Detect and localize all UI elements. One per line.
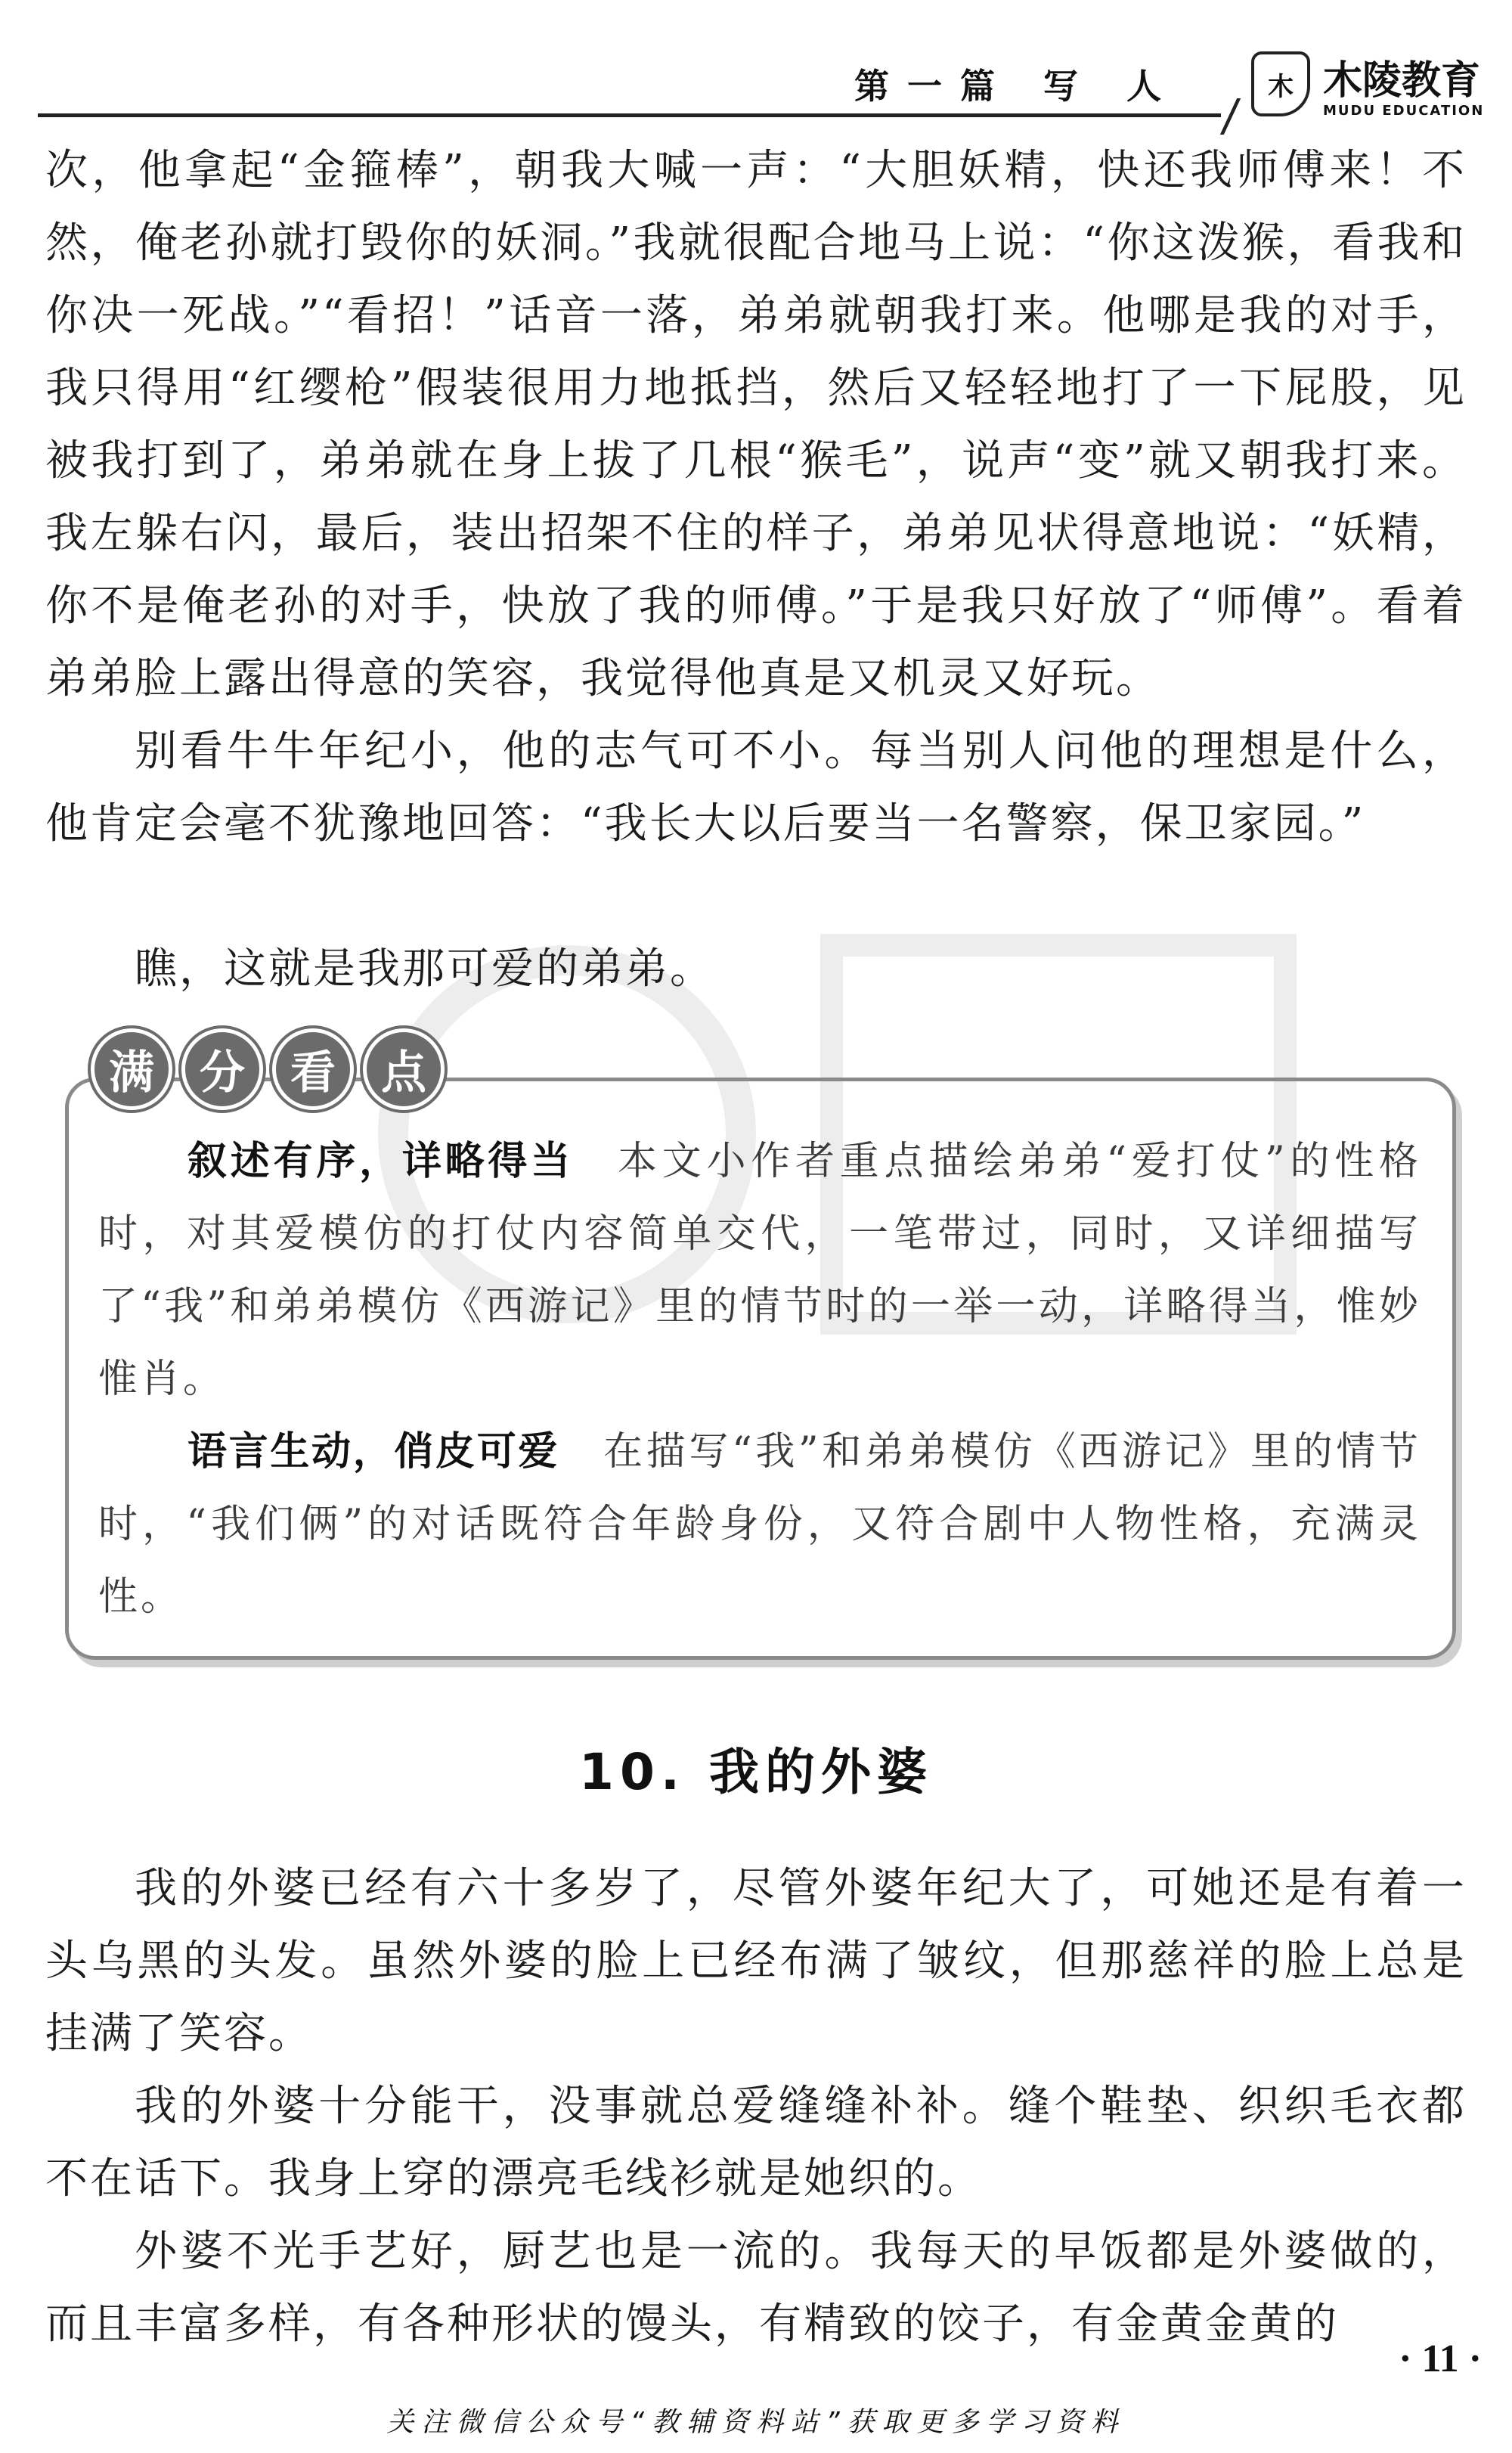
highlight-badges: [91, 1028, 454, 1112]
highlight-point-text: 在描写“我”和弟弟模仿《西游记》里的情节时，“我们俩”的对话既符合年龄身份，又符合剧中人物性格，充满灵性。: [98, 1429, 1421, 1620]
body-paragraph: 别看牛牛年纪小，他的志气可不小。每当别人问他的理想是什么，他肯定会毫不犹豫地回答：“我长大以后要当一名警察，保卫家园。”: [45, 727, 1467, 848]
brand-name: 木陵教育: [1323, 58, 1481, 104]
running-title: 第一篇 写 人: [854, 66, 1180, 107]
body-paragraph: 瞧，这就是我那可爱的弟弟。: [135, 944, 714, 994]
highlight-point-heading: 叙述有序，详略得当: [187, 1139, 574, 1184]
badge: 点: [363, 1028, 445, 1110]
page-header: [38, 44, 1485, 127]
highlight-point-text: 本文小作者重点描绘弟弟“爱打仗”的性格时，对其爱模仿的打仗内容简单交代，一笔带过，同时，又详细描写了“我”和弟弟模仿《西游记》里的情节时的一举一动，详略得当，惟妙惟肖。: [98, 1139, 1421, 1402]
highlight-point-heading: 语言生动，俏皮可爱: [187, 1429, 560, 1475]
body-paragraph: 次，他拿起“金箍棒”，朝我大喊一声：“大胆妖精，快还我师傅来！不然，俺老孙就打毁你的妖洞。”我就很配合地马上说：“你这泼猴，看我和你决一死战。”“看招！”话音一落，弟弟就朝我打来。他哪是我的对手，我只得用“红缨枪”假装很用力地抵挡，然后又轻轻地打了一下屁股，见被我打到了，弟弟就在身上拔了几根“猴毛”，说声“变”就又朝我打来。我左躲右闪，最后，装出招架不住的样子，弟弟见状得意地说：“妖精，你不是俺老孙的对手，快放了我的师傅。”于是我只好放了“师傅”。看着弟弟脸上露出得意的笑容，我觉得他真是又机灵又好玩。: [45, 146, 1467, 703]
highlight-point: [98, 1125, 1421, 1416]
section-title: 10. 我的外婆: [579, 1743, 933, 1801]
badge: 满: [91, 1028, 172, 1110]
highlight-point: [98, 1416, 1421, 1633]
brand-english-name: MUDU EDUCATION: [1323, 103, 1485, 119]
badge: 看: [272, 1028, 354, 1110]
header-rule: [38, 113, 1221, 117]
page-number: · 11 ·: [1399, 2337, 1482, 2380]
footer-note: 关注微信公众号“教辅资料站”获取更多学习资料: [386, 2407, 1126, 2438]
brand-logo-icon: 木: [1251, 51, 1310, 116]
body-paragraph: 我的外婆已经有六十多岁了，尽管外婆年纪大了，可她还是有着一头乌黑的头发。虽然外婆的脸上已经布满了皱纹，但那慈祥的脸上总是挂满了笑容。: [45, 1864, 1467, 2058]
body-paragraph: 外婆不光手艺好，厨艺也是一流的。我每天的早饭都是外婆做的，而且丰富多样，有各种形状的馒头，有精致的饺子，有金黄金黄的: [45, 2227, 1467, 2349]
badge: 分: [181, 1028, 263, 1110]
body-paragraph: 我的外婆十分能干，没事就总爱缝缝补补。缝个鞋垫、织织毛衣都不在话下。我身上穿的漂亮毛线衫就是她织的。: [45, 2082, 1467, 2203]
